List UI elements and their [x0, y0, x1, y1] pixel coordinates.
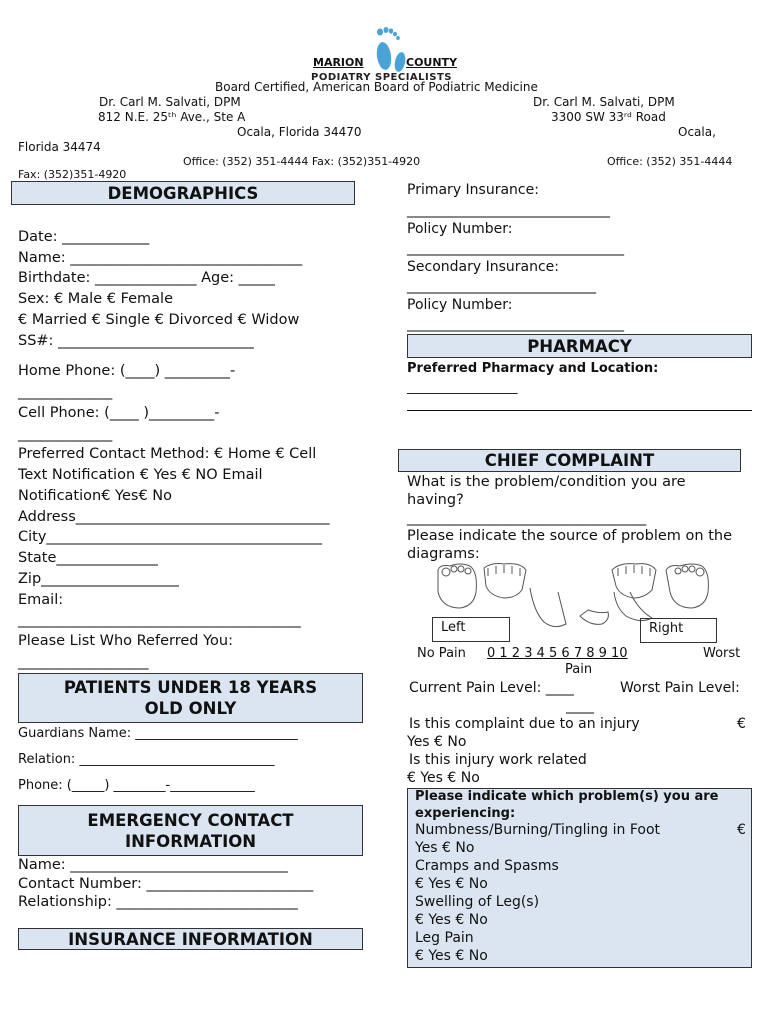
- worst-pain-label: Worst Pain Level:: [620, 680, 740, 696]
- email-notification-options[interactable]: Notification€ Yes€ No: [18, 488, 172, 504]
- zip-field[interactable]: Zip___________________: [18, 571, 179, 587]
- swelling-options[interactable]: € Yes € No: [415, 912, 488, 928]
- guardian-name-field[interactable]: Guardians Name: _________________________: [18, 726, 298, 741]
- numbness-label: Numbness/Burning/Tingling in Foot: [415, 822, 661, 838]
- logo-practice: PODIATRY SPECIALISTS: [311, 72, 452, 83]
- left-city: Ocala, Florida 34470: [237, 125, 362, 139]
- problems-title-cont: experiencing:: [415, 806, 516, 821]
- policy-number-field[interactable]: _______________________________: [407, 240, 624, 256]
- date-field[interactable]: Date: ____________: [18, 229, 150, 245]
- work-related-options[interactable]: € Yes € No: [407, 770, 480, 786]
- cell-phone-line[interactable]: _____________: [18, 426, 113, 442]
- email-field[interactable]: _______________________________________: [18, 612, 301, 628]
- sex-options[interactable]: Sex: € Male € Female: [18, 291, 173, 307]
- cell-phone-field[interactable]: Cell Phone: (____ )_________-: [18, 405, 220, 421]
- right-doctor: Dr. Carl M. Salvati, DPM: [533, 95, 675, 109]
- injury-options[interactable]: Yes € No: [407, 734, 467, 750]
- logo-county: COUNTY: [406, 56, 458, 69]
- home-phone-field[interactable]: Home Phone: (____) _________-: [18, 363, 236, 379]
- home-phone-line[interactable]: _____________: [18, 384, 113, 400]
- current-pain-field[interactable]: Current Pain Level: ____: [409, 680, 574, 696]
- pain-label: Pain: [565, 662, 593, 677]
- birthdate-field[interactable]: Birthdate: ______________ Age: _____: [18, 270, 275, 286]
- left-doctor: Dr. Carl M. Salvati, DPM: [99, 95, 241, 109]
- worst-label: Worst: [703, 646, 741, 661]
- diagram-instruction: Please indicate the source of problem on the: [407, 528, 733, 544]
- swelling-label: Swelling of Leg(s): [415, 894, 540, 910]
- worst-pain-field[interactable]: ____: [566, 698, 594, 714]
- complaint-question-cont: having?: [407, 492, 464, 508]
- secondary-policy-field[interactable]: _______________________________: [407, 316, 624, 332]
- ssn-field[interactable]: SS#: ___________________________: [18, 333, 254, 349]
- pharmacy-heading: PHARMACY: [407, 334, 752, 358]
- injury-question: Is this complaint due to an injury: [409, 716, 640, 732]
- logo: [308, 22, 468, 82]
- cramps-label: Cramps and Spasms: [415, 858, 559, 874]
- complaint-question: What is the problem/condition you are: [407, 474, 686, 490]
- cramps-options[interactable]: € Yes € No: [415, 876, 488, 892]
- name-field[interactable]: Name: ________________________________: [18, 250, 303, 266]
- primary-insurance-label: Primary Insurance:: [407, 182, 539, 198]
- primary-insurance-field[interactable]: _____________________________: [407, 202, 610, 218]
- numbness-checkbox[interactable]: €: [737, 822, 746, 838]
- left-foot-label: Left: [432, 617, 510, 642]
- relation-field[interactable]: Relation: ______________________________: [18, 752, 275, 767]
- right-city-state: Florida 34474: [18, 140, 101, 154]
- complaint-field[interactable]: _________________________________: [407, 510, 647, 526]
- secondary-insurance-field[interactable]: ___________________________: [407, 278, 596, 294]
- leg-pain-label: Leg Pain: [415, 930, 474, 946]
- left-address: 812 N.E. 25ᵗʰ Ave., Ste A: [98, 110, 246, 124]
- leg-pain-options[interactable]: € Yes € No: [415, 948, 488, 964]
- right-phone: Office: (352) 351-4444: [607, 155, 733, 168]
- address-field[interactable]: Address___________________________________: [18, 509, 330, 525]
- left-phone: Office: (352) 351-4444 Fax: (352)351-4920: [183, 155, 421, 168]
- right-city: Ocala,: [678, 125, 716, 139]
- numbness-options[interactable]: Yes € No: [415, 840, 475, 856]
- emergency-name-field[interactable]: Name: ______________________________: [18, 857, 288, 873]
- policy-number-label: Policy Number:: [407, 221, 513, 237]
- secondary-insurance-label: Secondary Insurance:: [407, 259, 559, 275]
- contact-method-options[interactable]: Preferred Contact Method: € Home € Cell: [18, 446, 317, 462]
- problems-title: Please indicate which problem(s) you are: [415, 789, 719, 804]
- right-foot-label: Right: [640, 618, 717, 643]
- marital-status-options[interactable]: € Married € Single € Divorced € Widow: [18, 312, 300, 328]
- pain-scale[interactable]: 0 1 2 3 4 5 6 7 8 9 10: [487, 646, 628, 661]
- email-label: Email:: [18, 592, 64, 608]
- state-field[interactable]: State______________: [18, 550, 158, 566]
- pharmacy-rule: [407, 410, 752, 411]
- secondary-policy-label: Policy Number:: [407, 297, 513, 313]
- pharmacy-field[interactable]: _________________: [407, 380, 518, 395]
- right-fax: Fax: (352)351-4920: [18, 168, 127, 181]
- insurance-heading: INSURANCE INFORMATION: [18, 928, 363, 950]
- emergency-number-field[interactable]: Contact Number: _______________________: [18, 876, 314, 892]
- referred-label: Please List Who Referred You:: [18, 633, 233, 649]
- city-field[interactable]: City______________________________________: [18, 529, 322, 545]
- demographics-heading: DEMOGRAPHICS: [11, 181, 355, 205]
- board-certification: Board Certified, American Board of Podiatric Medicine: [215, 80, 538, 94]
- work-related-question: Is this injury work related: [409, 752, 587, 768]
- injury-checkbox[interactable]: €: [737, 716, 746, 732]
- text-notification-options[interactable]: Text Notification € Yes € NO Email: [18, 467, 263, 483]
- chief-complaint-heading: CHIEF COMPLAINT: [398, 449, 741, 472]
- logo-marion: MARION: [313, 56, 364, 69]
- emergency-heading: EMERGENCY CONTACT INFORMATION: [18, 805, 363, 856]
- diagram-instruction-cont: diagrams:: [407, 546, 480, 562]
- minors-heading: PATIENTS UNDER 18 YEARS OLD ONLY: [18, 673, 363, 723]
- emergency-relationship-field[interactable]: Relationship: _________________________: [18, 894, 298, 910]
- pharmacy-label: Preferred Pharmacy and Location:: [407, 361, 659, 376]
- right-address: 3300 SW 33ʳᵈ Road: [551, 110, 666, 124]
- minor-phone-field[interactable]: Phone: (_____) ________-_____________: [18, 778, 255, 793]
- referred-field[interactable]: __________________: [18, 654, 149, 670]
- no-pain-label: No Pain: [417, 646, 466, 661]
